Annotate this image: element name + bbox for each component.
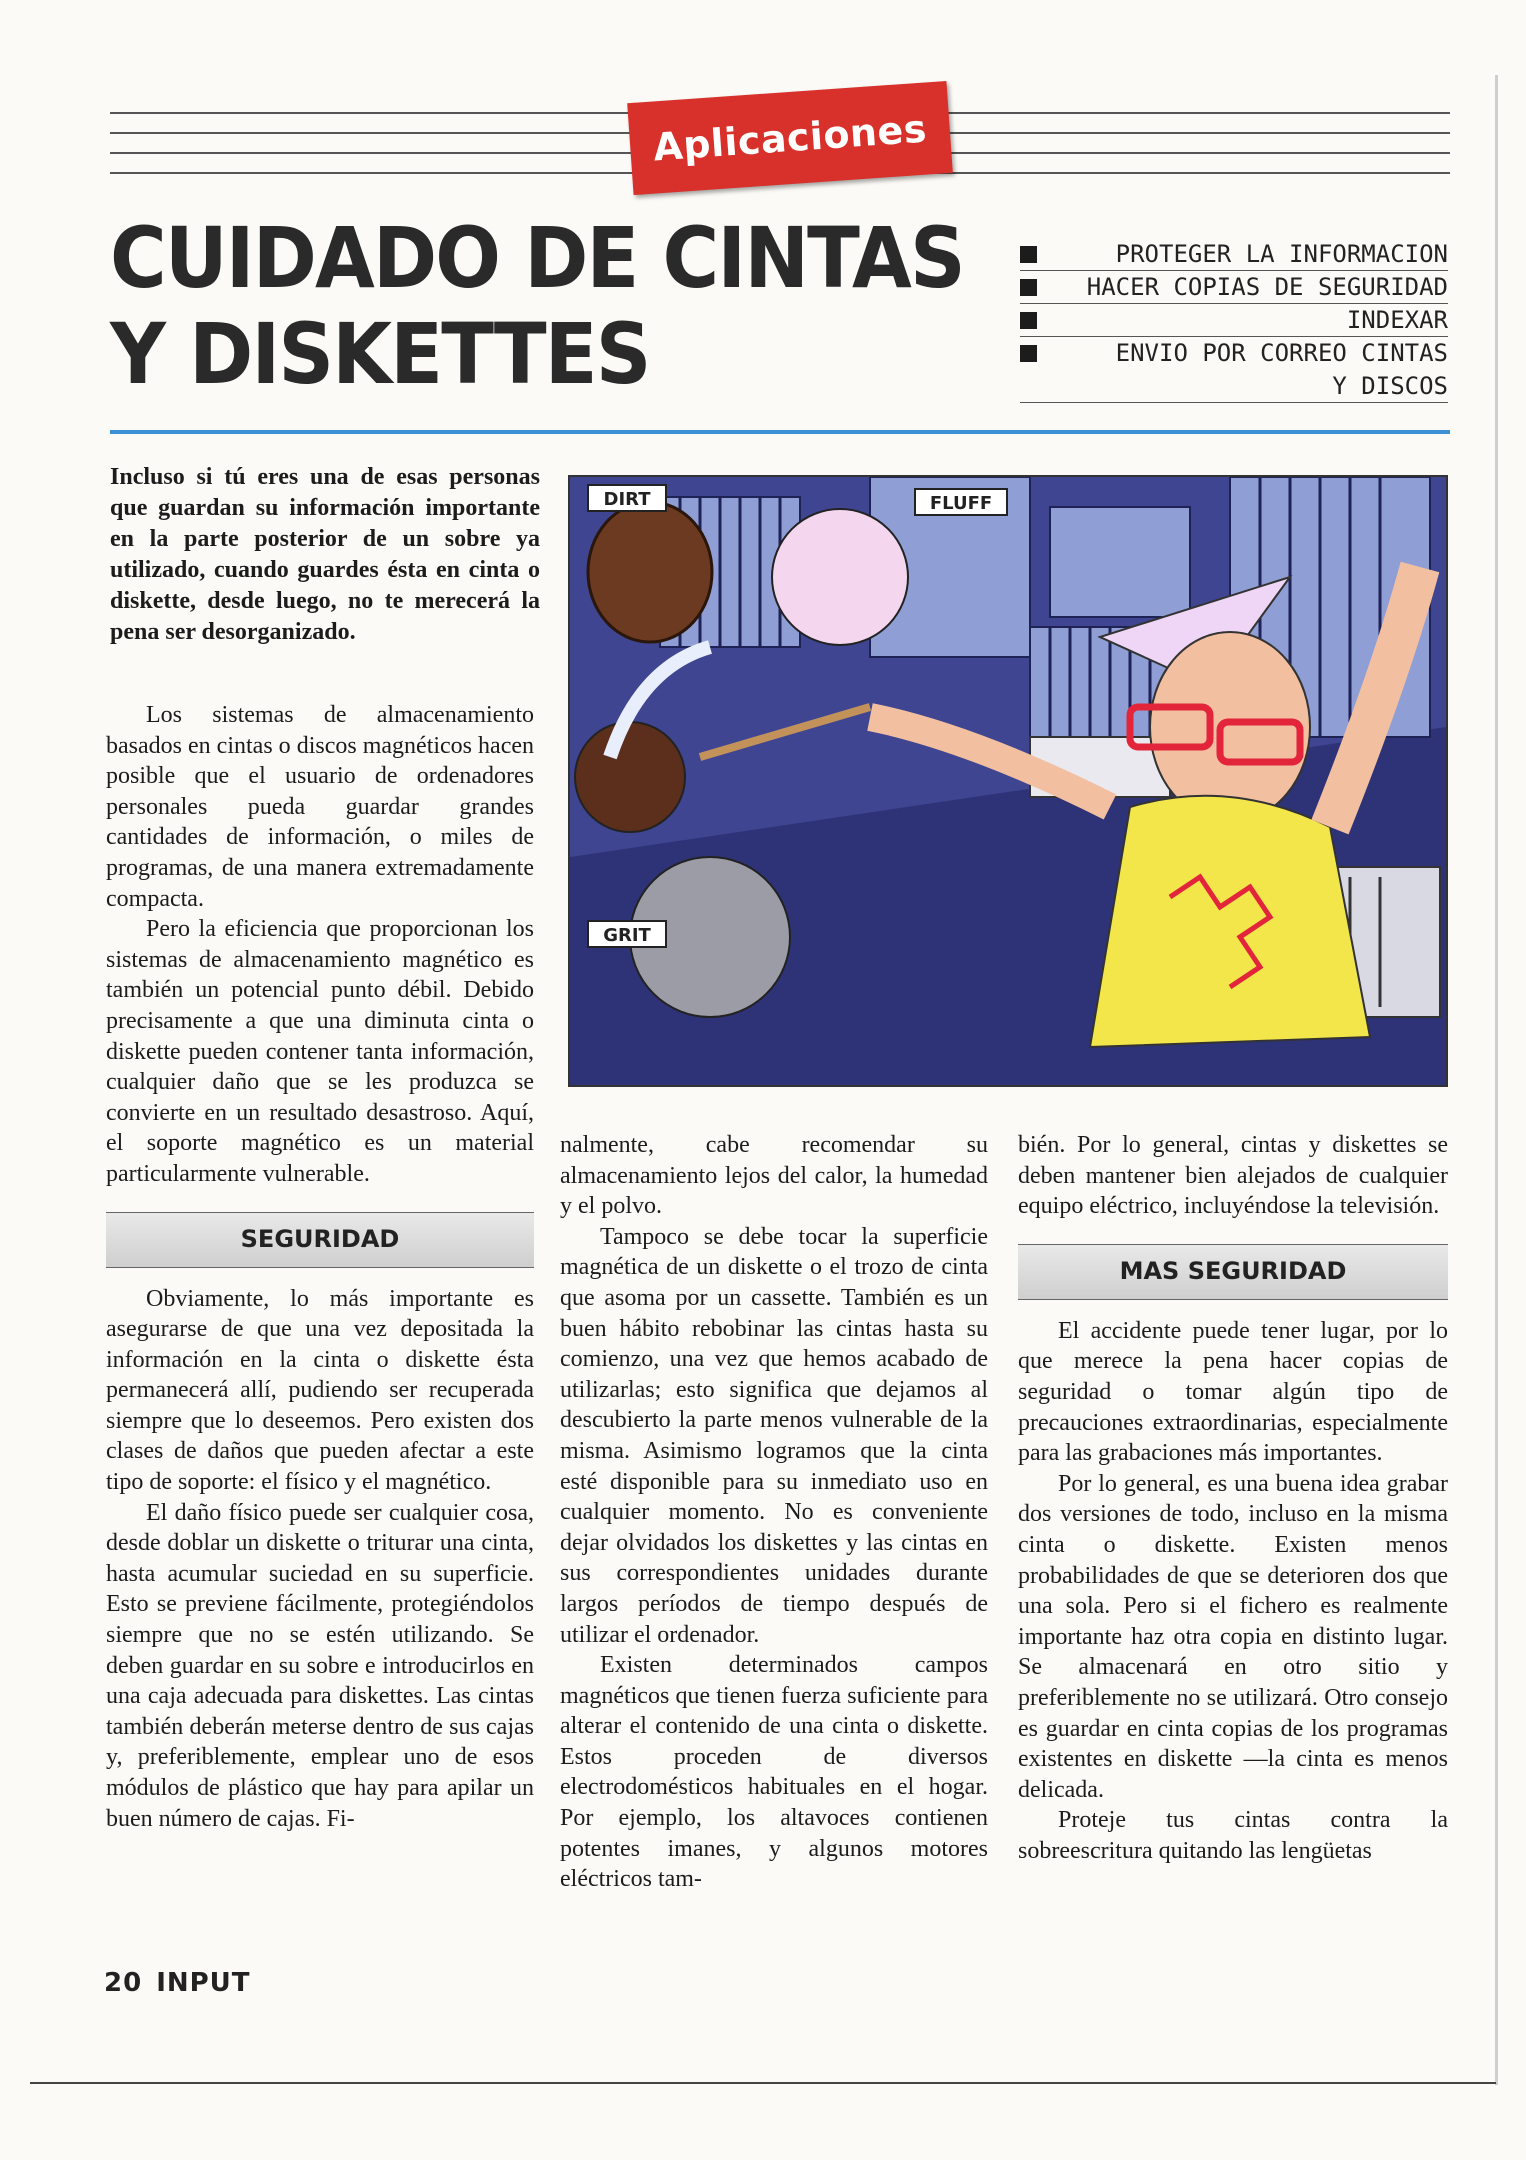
topic-list	[1020, 238, 1448, 403]
page-bottom-edge	[30, 2082, 1496, 2084]
title-line-2: Y DISKETTES	[110, 305, 650, 403]
paragraph: Los sistemas de almacenamiento basados en cintas o discos magnéticos hacen posible que el usuario de ordenadores personales pueda guardar grandes cantidades de información, o miles de programas, de una manera extremadamente compacta.	[106, 702, 534, 912]
paragraph: El accidente puede tener lugar, por lo que merece la pena hacer copias de seguridad o tomar algún tipo de precauciones extraordinarias, especialmente para las grabaciones más importantes.	[1018, 1317, 1448, 1467]
paragraph: Por lo general, es una buena idea grabar dos versiones de todo, incluso en la misma cinta o diskette. Existen menos probabilidades de que se deterioren dos que una sola. Pero si el fichero es realmente importante haz otra copia en distinto lugar. Se almacenará en otro sitio y preferiblemente no se utilizará. Otro consejo es guardar en cinta copias de los programas existentes en diskette —la cinta es menos delicada.	[1018, 1470, 1448, 1803]
page-title	[110, 210, 964, 402]
magazine-name: INPUT	[156, 1968, 251, 1998]
section-heading-seguridad: SEGURIDAD	[106, 1212, 534, 1268]
page-footer	[104, 1968, 251, 1998]
square-bullet-icon	[1020, 279, 1037, 296]
paragraph: Existen determinados campos magnéticos que tienen fuerza suficiente para alterar el contenido de una cinta o diskette. Estos proceden de diversos electrodomésticos habituales en el hogar. Por ejemplo, los altavoces contienen potentes imanes, y algunos motores eléctricos tam-	[560, 1652, 988, 1893]
title-divider	[110, 430, 1450, 434]
fluff-label: FLUFF	[929, 493, 993, 514]
paragraph: nalmente, cabe recomendar su almacenamiento lejos del calor, la humedad y el polvo.	[560, 1132, 988, 1220]
square-bullet-icon	[1020, 312, 1037, 329]
column-2	[560, 1130, 988, 1895]
paragraph: Proteje tus cintas contra la sobreescritura quitando las lengüetas	[1018, 1807, 1448, 1864]
topic-item: INDEXAR	[1020, 304, 1448, 337]
cartoon-illustration	[568, 475, 1448, 1087]
page-number: 20	[104, 1968, 143, 1998]
topic-item: ENVIO POR CORREO CINTAS	[1020, 337, 1448, 370]
paragraph: Obviamente, lo más importante es asegurarse de que una vez depositada la información en la cinta o diskette ésta permanecerá allí, pudiendo ser recuperada siempre que lo deseemos. Pero existen dos clases de daños que pueden afectar a este tipo de soporte: el físico y el magnético.	[106, 1285, 534, 1496]
paragraph: El daño físico puede ser cualquier cosa, desde doblar un diskette o triturar una cinta, hasta acumular suciedad en su superficie. Esto se previene fácilmente, protegiéndolos siempre que no se estén utilizando. Se deben guardar en su sobre e introducirlos en una caja adecuada para diskettes. Las cintas también deberán meterse dentro de sus cajas y, preferiblemente, emplear uno de esos módulos de plástico que hay para apilar un buen número de cajas. Fi-	[106, 1499, 534, 1832]
paragraph: bién. Por lo general, cintas y diskettes se deben mantener bien alejados de cualquier equipo eléctrico, incluyéndose la televisión.	[1018, 1132, 1448, 1220]
topic-item-continuation: Y DISCOS	[1020, 370, 1448, 403]
illustration-art	[570, 477, 1446, 1085]
section-tab-label: Aplicaciones	[651, 106, 929, 170]
paragraph: Pero la eficiencia que proporcionan los sistemas de almacenamiento magnético es también un potencial punto débil. Debido precisamente a que una diminuta cinta o diskette pueden contener tanta información, cualquier daño que se les produzca se convierte en un resultado desastroso. Aquí, el soporte magnético es un material particularmente vulnerable.	[106, 916, 534, 1187]
square-bullet-icon	[1020, 345, 1037, 362]
intro-paragraph: Incluso si tú eres una de esas personas que guardan su información importante en la parte posterior de un sobre ya utilizado, cuando guardes ésta en cinta o diskette, desde luego, no te merecerá la pena ser desorganizado.	[110, 464, 540, 645]
grit-label: GRIT	[603, 925, 651, 946]
paragraph: Tampoco se debe tocar la superficie magnética de un diskette o el trozo de cinta que asoma por un cassette. También es un buen hábito rebobinar las cintas hasta su comienzo, una vez que hemos acabado de utilizarlas; esto significa que dejamos al descubierto la parte menos vulnerable de la misma. Asimismo logramos que la cinta esté disponible para su inmediato uso en cualquier momento. No es conveniente dejar olvidados los diskettes y las cintas en sus correspondientes unidades durante largos períodos de tiempo después de utilizar el ordenador.	[560, 1223, 988, 1648]
square-bullet-icon	[1020, 246, 1037, 263]
dirt-label: DIRT	[603, 489, 651, 510]
topic-item: PROTEGER LA INFORMACION	[1020, 238, 1448, 271]
topic-item: HACER COPIAS DE SEGURIDAD	[1020, 271, 1448, 304]
page-edge	[1495, 75, 1498, 2085]
title-line-1: CUIDADO DE CINTAS	[110, 209, 964, 307]
column-1	[106, 700, 534, 1834]
section-heading-mas-seguridad: MAS SEGURIDAD	[1018, 1244, 1448, 1300]
column-3	[1018, 1130, 1448, 1866]
